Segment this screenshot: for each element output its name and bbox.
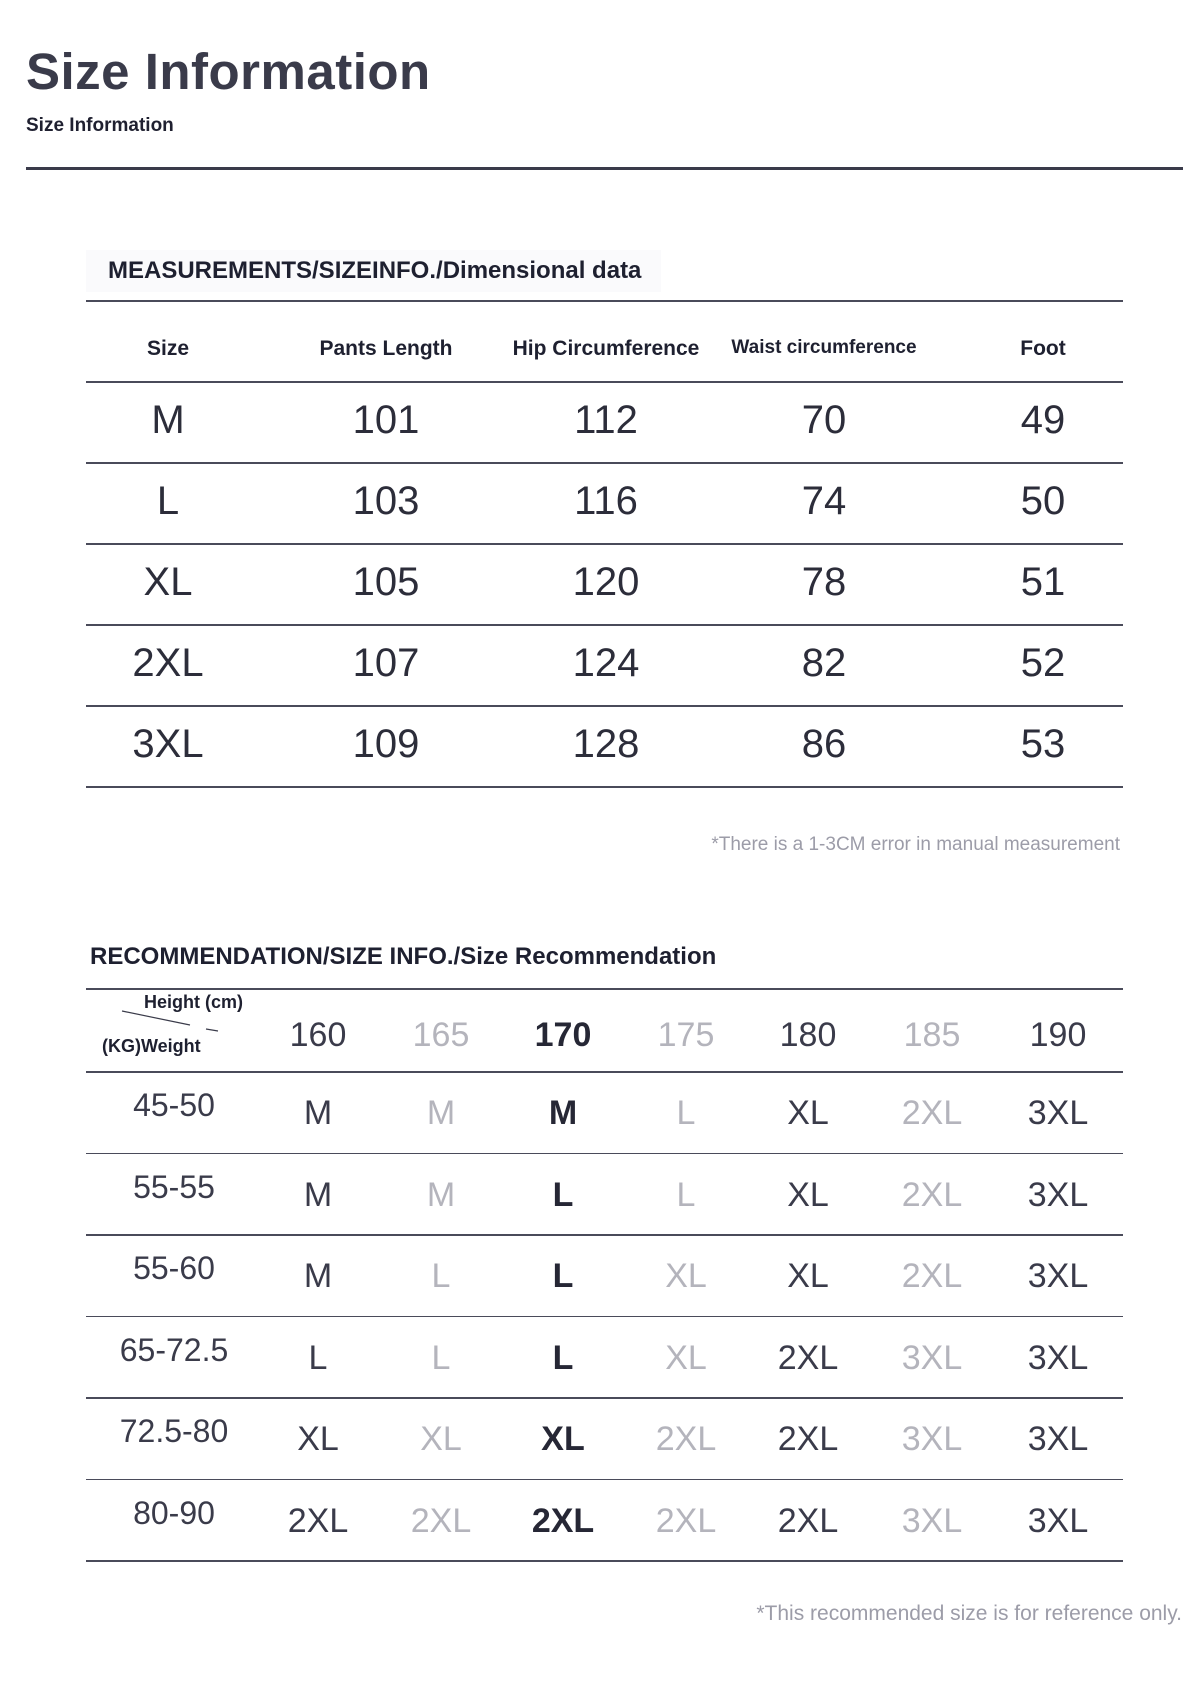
recommended-size-cell: XL — [665, 1338, 707, 1377]
size-cell: XL — [143, 560, 193, 604]
recommended-size-cell: M — [548, 1094, 578, 1132]
recommended-size-cell: 2XL — [901, 1257, 963, 1295]
measurement-cell: 128 — [572, 722, 640, 766]
measurement-cell: 52 — [1020, 641, 1066, 685]
recommended-size-cell: L — [308, 1338, 328, 1377]
weight-row-label: 55-55 — [133, 1168, 215, 1205]
weight-axis-label: (KG)Weight — [102, 1036, 201, 1056]
recommended-size-cell: 3XL — [1027, 1257, 1089, 1295]
row-rule — [86, 1316, 1123, 1318]
recommended-size-cell: 2XL — [655, 1501, 717, 1540]
recommended-size-cell: L — [552, 1338, 574, 1377]
recommended-size-cell: L — [676, 1175, 696, 1214]
recommended-size-cell: M — [303, 1094, 333, 1132]
size-cell: 3XL — [132, 722, 204, 766]
weight-row-label: 45-50 — [133, 1087, 215, 1123]
recommended-size-cell: XL — [787, 1175, 829, 1214]
measurement-cell: 120 — [572, 560, 640, 604]
column-header: Size — [146, 337, 190, 360]
recommended-size-cell: L — [552, 1175, 574, 1214]
table-top-rule — [86, 300, 1123, 302]
recommended-size-cell: L — [676, 1094, 696, 1132]
recommended-size-cell: XL — [420, 1420, 462, 1458]
recommended-size-cell: M — [303, 1175, 333, 1214]
recommended-size-cell: 2XL — [901, 1094, 963, 1132]
reference-only-note: *This recommended size is for reference only. — [756, 1602, 1182, 1625]
height-column-header: 180 — [779, 1016, 837, 1054]
measurement-cell: 107 — [352, 641, 420, 685]
recommended-size-cell: 2XL — [287, 1501, 349, 1540]
column-header: Hip Circumference — [512, 337, 700, 360]
recommended-size-cell: XL — [787, 1094, 829, 1132]
row-rule — [86, 624, 1123, 626]
recommended-size-cell: 2XL — [777, 1420, 839, 1458]
recommended-size-cell: 3XL — [901, 1501, 963, 1540]
measurement-cell: 50 — [1020, 479, 1066, 523]
recommended-size-cell: 3XL — [901, 1420, 963, 1458]
column-header: Pants Length — [319, 337, 453, 360]
row-rule — [86, 1479, 1123, 1481]
recommended-size-cell: XL — [297, 1420, 339, 1458]
recommended-size-cell: 2XL — [777, 1338, 839, 1377]
header-rule — [86, 381, 1123, 383]
recommended-size-cell: XL — [541, 1420, 585, 1458]
measurement-cell: 124 — [572, 641, 640, 685]
weight-row-label: 65-72.5 — [119, 1331, 229, 1368]
measurement-cell: 109 — [352, 722, 420, 766]
measurements-section-label: MEASUREMENTS/SIZEINFO./Dimensional data — [86, 250, 661, 292]
recommended-size-cell: 2XL — [410, 1501, 472, 1540]
recommendation-section-label: RECOMMENDATION/SIZE INFO./Size Recommendation — [90, 943, 717, 970]
recommended-size-cell: 2XL — [531, 1501, 595, 1540]
measurement-error-note: *There is a 1-3CM error in manual measurement — [711, 834, 1120, 855]
page-title: Size Information — [26, 43, 431, 100]
recommended-size-cell: 3XL — [1027, 1501, 1089, 1540]
header-rule — [86, 1071, 1123, 1073]
row-rule — [86, 786, 1123, 788]
measurement-cell: 86 — [801, 722, 847, 766]
recommended-size-cell: 2XL — [777, 1501, 839, 1540]
recommended-size-cell: XL — [665, 1257, 707, 1295]
recommended-size-cell: L — [552, 1257, 574, 1295]
measurement-cell: 112 — [574, 398, 638, 442]
measurement-cell: 116 — [574, 479, 638, 523]
recommended-size-cell: M — [426, 1175, 456, 1214]
recommended-size-cell: 3XL — [901, 1338, 963, 1377]
measurement-cell: 103 — [352, 479, 420, 523]
table-top-rule — [86, 988, 1123, 990]
recommended-size-cell: L — [431, 1338, 451, 1377]
measurement-cell: 51 — [1020, 560, 1066, 604]
measurement-cell: 101 — [352, 398, 420, 442]
measurement-cell: 105 — [352, 560, 420, 604]
height-column-header: 160 — [289, 1016, 347, 1054]
row-rule — [86, 1397, 1123, 1399]
measurement-cell: 53 — [1020, 722, 1066, 766]
recommended-size-cell: M — [303, 1257, 333, 1295]
row-rule — [86, 1153, 1123, 1155]
row-rule — [86, 1560, 1123, 1562]
row-rule — [86, 705, 1123, 707]
recommended-size-cell: L — [431, 1257, 451, 1295]
measurement-cell: 78 — [801, 560, 847, 604]
recommended-size-cell: XL — [787, 1257, 829, 1295]
recommended-size-cell: M — [426, 1094, 456, 1132]
height-column-header: 175 — [657, 1016, 715, 1054]
height-column-header: 185 — [903, 1016, 961, 1054]
page-subtitle: Size Information — [26, 115, 174, 136]
measurement-cell: 49 — [1020, 398, 1066, 442]
recommended-size-cell: 3XL — [1027, 1175, 1089, 1214]
weight-row-label: 80-90 — [133, 1494, 215, 1531]
size-cell: M — [151, 398, 185, 442]
size-cell: 2XL — [132, 641, 204, 685]
title-divider — [26, 167, 1183, 170]
column-header: Foot — [1020, 337, 1066, 360]
size-cell: L — [156, 479, 180, 523]
column-header: Waist circumference — [731, 337, 917, 358]
recommended-size-cell: 3XL — [1027, 1420, 1089, 1458]
height-column-header: 190 — [1029, 1016, 1087, 1054]
weight-row-label: 55-60 — [133, 1250, 215, 1286]
weight-row-label: 72.5-80 — [119, 1413, 229, 1449]
recommended-size-cell: 2XL — [901, 1175, 963, 1214]
measurement-cell: 74 — [801, 479, 847, 523]
row-rule — [86, 543, 1123, 545]
row-rule — [86, 1234, 1123, 1236]
row-rule — [86, 462, 1123, 464]
recommended-size-cell: 3XL — [1027, 1094, 1089, 1132]
recommended-size-cell: 3XL — [1027, 1338, 1089, 1377]
height-axis-label: Height (cm) — [144, 992, 243, 1012]
height-column-header: 165 — [412, 1016, 470, 1054]
height-column-header: 170 — [534, 1016, 592, 1054]
measurement-cell: 70 — [801, 398, 847, 442]
measurement-cell: 82 — [801, 641, 847, 685]
recommended-size-cell: 2XL — [655, 1420, 717, 1458]
